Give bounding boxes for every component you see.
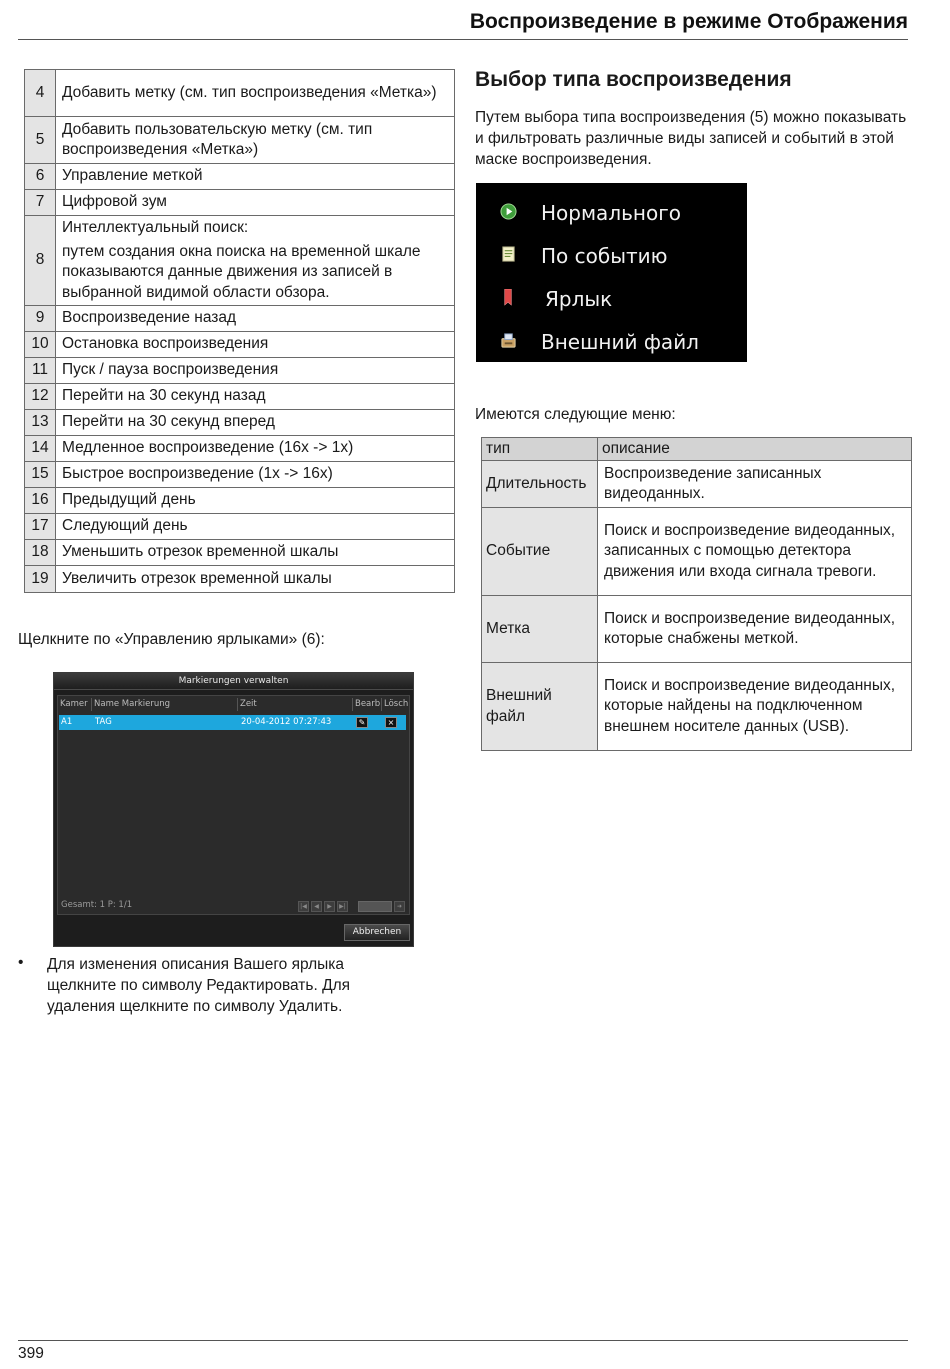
table-row xyxy=(25,216,455,306)
row-description xyxy=(56,436,455,462)
description-text: Управление меткой xyxy=(62,167,203,185)
column-header-edit[interactable]: Bearb xyxy=(355,699,381,709)
table-row xyxy=(482,596,912,663)
manage-markers-dialog xyxy=(53,672,414,947)
menu-item-label: По событию xyxy=(541,244,668,268)
menu-item-label: Нормального xyxy=(541,201,681,225)
pager xyxy=(298,901,405,912)
description-text: Увеличить отрезок временной шкалы xyxy=(62,569,332,587)
column-header-name[interactable]: Name Markierung xyxy=(92,698,238,711)
bullet-marker: • xyxy=(18,954,24,971)
row-number: 18 xyxy=(25,540,56,566)
row-description xyxy=(56,70,455,117)
bullet-text: Для изменения описания Вашего ярлыка щелкните по символу Редактировать. Для удаления щелкните по символу Удалить. xyxy=(47,956,351,1015)
row-number: 13 xyxy=(25,410,56,436)
table-row xyxy=(25,384,455,410)
table-row xyxy=(25,566,455,593)
row-description xyxy=(56,514,455,540)
markers-list-header xyxy=(58,698,409,711)
marker-time: 20-04-2012 07:27:43 xyxy=(241,717,332,727)
description-text: Следующий день xyxy=(62,517,188,535)
row-number: 14 xyxy=(25,436,56,462)
row-number: 6 xyxy=(25,164,56,190)
first-page-icon[interactable]: |◀ xyxy=(298,901,309,912)
page-number: 399 xyxy=(18,1345,44,1362)
description-cell: Поиск и воспроизведение видеоданных, которые снабжены меткой. xyxy=(598,596,912,663)
row-description xyxy=(56,540,455,566)
last-page-icon[interactable]: ▶| xyxy=(337,901,348,912)
menu-item-external-file[interactable] xyxy=(476,318,747,358)
marker-camera: A1 xyxy=(61,717,73,727)
marker-name: TAG xyxy=(95,717,112,727)
row-number: 4 xyxy=(25,70,56,117)
external-device-icon xyxy=(500,332,517,349)
table-row xyxy=(25,436,455,462)
row-description xyxy=(56,410,455,436)
menu-item-label: Ярлык xyxy=(545,287,613,311)
table-row xyxy=(25,70,455,117)
description-text: Цифровой зум xyxy=(62,193,167,211)
table-row xyxy=(25,190,455,216)
menu-types-table xyxy=(481,437,912,751)
row-description xyxy=(56,384,455,410)
row-number: 7 xyxy=(25,190,56,216)
description-text: Перейти на 30 секунд вперед xyxy=(62,413,275,431)
row-number: 15 xyxy=(25,462,56,488)
table-row xyxy=(25,410,455,436)
table-row xyxy=(25,164,455,190)
table-row xyxy=(25,462,455,488)
table-row xyxy=(482,663,912,751)
description-text: Быстрое воспроизведение (1x -> 16x) xyxy=(62,465,333,483)
description-text: Воспроизведение назад xyxy=(62,309,237,327)
marker-row[interactable] xyxy=(59,715,406,730)
column-header-type: тип xyxy=(482,438,598,461)
row-number: 16 xyxy=(25,488,56,514)
prev-page-icon[interactable]: ◀ xyxy=(311,901,322,912)
description-text: Предыдущий день xyxy=(62,491,196,509)
menu-item-tag[interactable] xyxy=(476,275,747,315)
row-number: 17 xyxy=(25,514,56,540)
description-cell: Воспроизведение записанных видеоданных. xyxy=(598,461,912,508)
row-description xyxy=(56,566,455,593)
row-description xyxy=(56,190,455,216)
row-description xyxy=(56,306,455,332)
playback-type-menu xyxy=(476,183,747,362)
description-text: Уменьшить отрезок временной шкалы xyxy=(62,543,339,561)
table-row xyxy=(25,540,455,566)
row-description xyxy=(56,164,455,190)
row-number: 5 xyxy=(25,117,56,164)
next-page-icon[interactable]: ▶ xyxy=(324,901,335,912)
menu-item-label: Внешний файл xyxy=(541,330,699,354)
row-description xyxy=(56,216,455,306)
description-text: Добавить метку (см. тип воспроизведения «Метка») xyxy=(62,83,437,101)
row-description xyxy=(56,488,455,514)
column-header-camera[interactable]: Kamer xyxy=(58,698,92,711)
section-title: Выбор типа воспроизведения xyxy=(475,68,792,91)
table-row xyxy=(25,332,455,358)
row-description xyxy=(56,358,455,384)
menu-item-event[interactable] xyxy=(476,232,747,272)
bookmark-icon xyxy=(500,289,517,306)
page-number-input[interactable] xyxy=(358,901,392,912)
pencil-icon[interactable]: ✎ xyxy=(356,717,368,728)
row-description xyxy=(56,462,455,488)
go-arrow-icon[interactable]: ➜ xyxy=(394,901,405,912)
description-cell: Поиск и воспроизведение видеоданных, записанных с помощью детектора движения или входа сигнала тревоги. xyxy=(598,508,912,596)
row-number: 10 xyxy=(25,332,56,358)
play-circle-icon xyxy=(500,203,517,220)
table-row xyxy=(25,488,455,514)
table-row xyxy=(25,514,455,540)
row-description xyxy=(56,117,455,164)
description-text: путем создания окна поиска на временной шкале показываются данные движения из записей в выбранной видимой области обзора. xyxy=(62,242,421,301)
row-number: 9 xyxy=(25,306,56,332)
total-count: Gesamt: 1 P: 1/1 xyxy=(61,900,133,910)
markers-list xyxy=(57,695,410,915)
header-divider xyxy=(18,39,908,40)
column-header-description: описание xyxy=(598,438,912,461)
functions-table xyxy=(24,69,455,593)
description-text: Остановка воспроизведения xyxy=(62,335,269,353)
event-document-icon xyxy=(500,246,517,263)
description-text: Перейти на 30 секунд назад xyxy=(62,387,266,405)
row-number: 19 xyxy=(25,566,56,593)
table-row xyxy=(25,117,455,164)
row-number: 12 xyxy=(25,384,56,410)
description-text: Медленное воспроизведение (16x -> 1x) xyxy=(62,439,354,457)
description-text: Пуск / пауза воспроизведения xyxy=(62,361,279,379)
section-intro: Путем выбора типа воспроизведения (5) можно показывать и фильтровать различные виды записей и событий в этой маске воспроизведения. xyxy=(475,109,907,168)
click-instruction: Щелкните по «Управлению ярлыками» (6): xyxy=(18,631,325,648)
type-cell: Внешний файл xyxy=(482,663,598,751)
table-row xyxy=(482,461,912,508)
type-cell: Длительность xyxy=(482,461,598,508)
footer-divider xyxy=(18,1340,908,1341)
row-number: 11 xyxy=(25,358,56,384)
type-cell: Метка xyxy=(482,596,598,663)
column-header-time[interactable]: Zeit xyxy=(238,698,353,711)
table-row xyxy=(25,306,455,332)
column-header-delete[interactable]: Lösch xyxy=(384,699,408,709)
description-text: Добавить пользовательскую метку (см. тип воспроизведения «Метка») xyxy=(62,120,373,158)
page-header-title: Воспроизведение в режиме Отображения xyxy=(469,10,908,33)
table-row xyxy=(482,508,912,596)
description-text: Интеллектуальный поиск: xyxy=(62,219,249,236)
close-icon[interactable]: × xyxy=(385,717,397,728)
menus-note: Имеются следующие меню: xyxy=(475,406,676,423)
table-row xyxy=(25,358,455,384)
description-cell: Поиск и воспроизведение видеоданных, которые найдены на подключенном внешнем носителе данных (USB). xyxy=(598,663,912,751)
cancel-button[interactable]: Abbrechen xyxy=(344,924,410,941)
dialog-title: Markierungen verwalten xyxy=(54,673,413,690)
row-description xyxy=(56,332,455,358)
menu-item-normal[interactable] xyxy=(476,189,747,229)
type-cell: Событие xyxy=(482,508,598,596)
row-number: 8 xyxy=(25,216,56,306)
